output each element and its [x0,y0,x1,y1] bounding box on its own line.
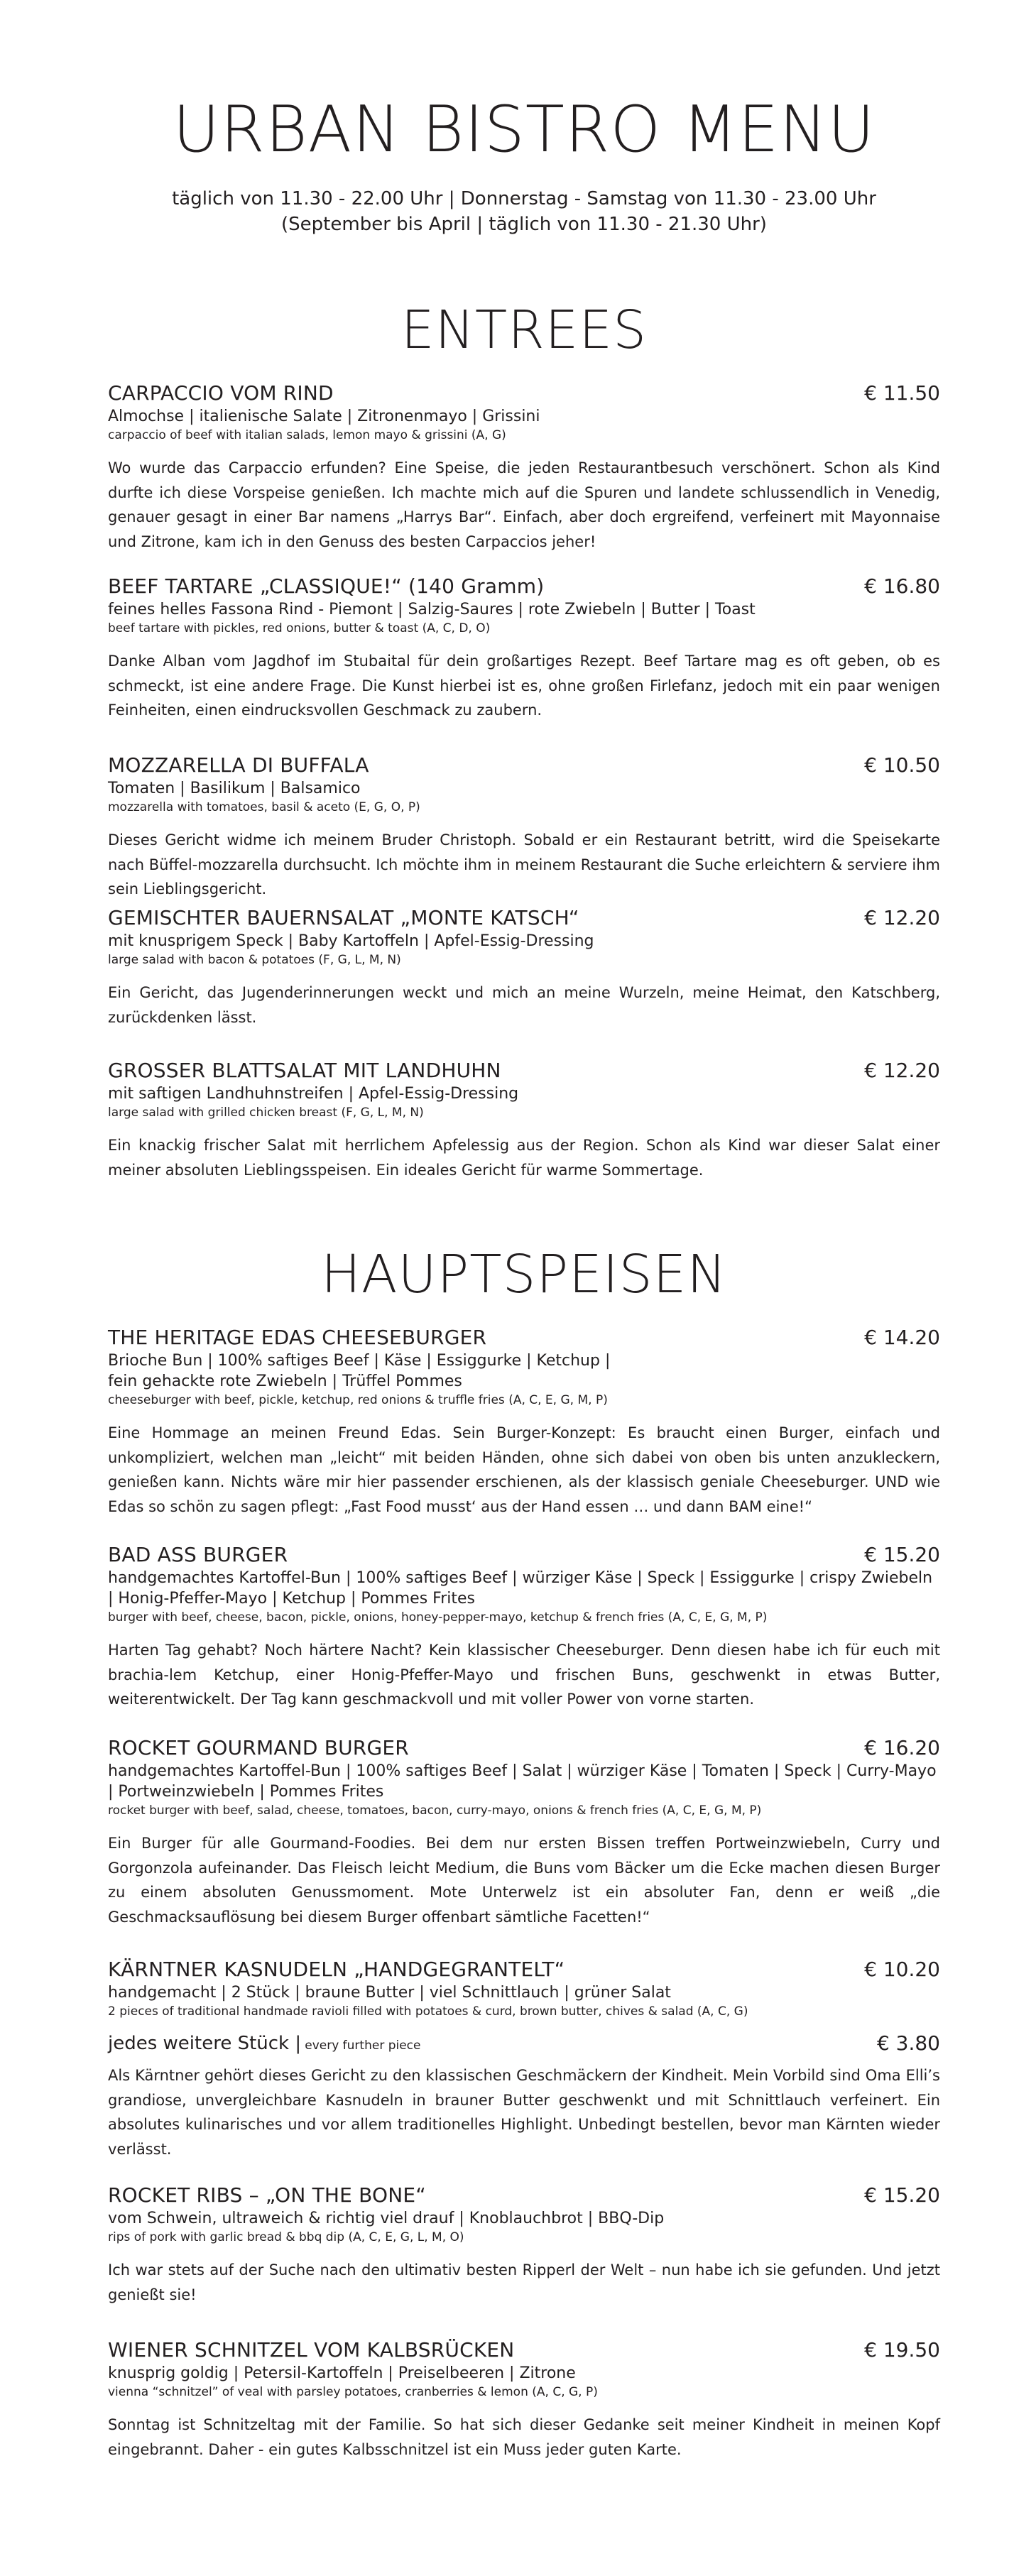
dish-description-en: mozzarella with tomatoes, basil & aceto (E, G, O, P) [108,800,420,814]
dish-description-de: mit saftigen Landhuhnstreifen | Apfel-Essig-Dressing [108,1085,519,1103]
dish-name: KÄRNTNER KASNUDELN „HANDGEGRANTELT“ [108,1958,565,1981]
dish-price: € 16.80 [864,574,940,598]
dish-name: ROCKET RIBS – „ON THE BONE“ [108,2183,427,2207]
dish-description-de: handgemachtes Kartoffel-Bun | 100% saftiges Beef | würziger Käse | Speck | Essiggurke | crispy Zwiebeln | Honig-Pfeffer-Mayo | Ketchup | Pommes Frites [108,1569,933,1608]
dish-description-de: vom Schwein, ultraweich & richtig viel drauf | Knoblauchbrot | BBQ-Dip [108,2210,665,2227]
dish-description-en: vienna “schnitzel” of veal with parsley potatoes, cranberries & lemon (A, C, G, P) [108,2385,598,2399]
dish-story: Ein Burger für alle Gourmand-Foodies. Bei dem nur ersten Bissen treffen Portweinzwiebeln, Curry und Gorgonzola aufeinander. Das Fleisch leicht Medium, die Buns vom Bäcker um die Ecke machen diesen Burger zu einem absoluten Genussmoment. Mote Unterwelz ist ein absoluter Fan, denn er weiß „die Geschmacksauflösung bei diesem Burger offenbart sämtliche Facetten!“ [108,1835,940,1926]
menu-item [108,1542,940,1712]
dish-price: € 14.20 [864,1326,940,1349]
dish-description-de: knusprig goldig | Petersil-Kartoffeln | Preiselbeeren | Zitrone [108,2364,576,2382]
dish-description-de: mit knusprigem Speck | Baby Kartoffeln | Apfel-Essig-Dressing [108,932,594,950]
section-title-entrees: ENTREES [400,300,648,361]
menu-item [108,2337,940,2462]
menu-item [108,2183,940,2307]
dish-story: Ein knackig frischer Salat mit herrlichem Apfelessig aus der Region. Schon als Kind war dieser Salat einer meiner absoluten Lieblingsspeisen. Ein ideales Gericht für warme Sommertage. [108,1137,940,1179]
dish-name: THE HERITAGE EDAS CHEESEBURGER [108,1326,487,1349]
dish-description-de: handgemacht | 2 Stück | braune Butter | viel Schnittlauch | grüner Salat [108,1984,671,2002]
dish-description-de: handgemachtes Kartoffel-Bun | 100% saftiges Beef | Salat | würziger Käse | Tomaten | Speck | Curry-Mayo | Portweinzwiebeln | Pommes Frites [108,1762,937,1801]
dish-price: € 16.20 [864,1736,940,1759]
dish-story: Als Kärntner gehört dieses Gericht zu den klassischen Geschmäckern der Kindheit. Mein Vorbild sind Oma Elli’s grandiose, unvergleichbare Kasnudeln in brauner Butter geschwenkt und mit Schnittlauch verfeinert. Ein absolutes kulinarisches und vor allem traditionelles Highlight. Unbedingt bestellen, bevor man Kärnten wieder verlässt. [108,2067,940,2158]
menu-item [108,1058,940,1182]
dish-description-de: Almochse | italienische Salate | Zitronenmayo | Grissini [108,408,540,425]
menu-title: URBAN BISTRO MENU [173,92,876,167]
dish-story: Sonntag ist Schnitzeltag mit der Familie. So hat sich dieser Gedanke seit meiner Kindheit in meinen Kopf eingebrannt. Daher - ein gutes Kalbsschnitzel ist ein Muss jeder guten Karte. [108,2416,940,2458]
dish-story: Ein Gericht, das Jugenderinnerungen weckt und mich an meine Wurzeln, meine Heimat, den Katschberg, zurückdenken lässt. [108,984,940,1026]
dish-price: € 12.20 [864,1059,940,1082]
dish-name: CARPACCIO VOM RIND [108,381,334,405]
dish-description-en: burger with beef, cheese, bacon, pickle, onions, honey-pepper-mayo, ketchup & french fries (A, C, E, G, M, P) [108,1610,768,1625]
dish-story: Wo wurde das Carpaccio erfunden? Eine Speise, die jeden Restaurantbesuch verschönert. Schon als Kind durfte ich diese Vorspeise genießen. Ich machte mich auf die Spuren und landete schlussendlich in Venedig, genauer gesagt in einer Bar namens „Harrys Bar“. Einfach, aber doch ergreifend, verfeinert mit Mayonnaise und Zitrone, kam ich in den Genuss des besten Carpaccios jeher! [108,459,940,550]
dish-story: Harten Tag gehabt? Noch härtere Nacht? Kein klassischer Cheeseburger. Denn diesen habe ich für euch mit brachia-lem Ketchup, einer Honig-Pfeffer-Mayo und frischen Buns, geschwenkt in etwas Butter, weiterentwickelt. Der Tag kann geschmackvoll und mit voller Power von vorne starten. [108,1642,940,1708]
dish-description-en: large salad with bacon & potatoes (F, G, L, M, N) [108,953,401,967]
extra-piece-label-en: every further piece [305,2039,421,2053]
menu-item [108,905,940,1030]
dish-name: GROSSER BLATTSALAT MIT LANDHUHN [108,1059,501,1082]
dish-name: GEMISCHTER BAUERNSALAT „MONTE KATSCH“ [108,906,579,929]
dish-story: Eine Hommage an meinen Freund Edas. Sein Burger-Konzept: Es braucht einen Burger, einfach und unkompliziert, welchen man „leicht“ mit beiden Händen, ohne sich dabei von oben bis unten anzukleckern, genießen kann. Nichts wäre mir hier passender erschienen, als der klassisch geniale Cheeseburger. UND wie Edas so schön zu sagen pflegt: „Fast Food musst‘ aus der Hand essen … und dann BAM eine!“ [108,1424,940,1515]
menu-item [108,1325,940,1519]
dish-price: € 15.20 [864,2183,940,2207]
dish-description-en: rips of pork with garlic bread & bbq dip (A, C, E, G, L, M, O) [108,2230,464,2244]
dish-name: BAD ASS BURGER [108,1543,288,1566]
dish-price: € 19.50 [864,2338,940,2362]
dish-story: Dieses Gericht widme ich meinem Bruder Christoph. Sobald er ein Restaurant betritt, wird die Speisekarte nach Büffel-mozzarella durchsucht. Ich möchte ihm in meinem Restaurant die Suche erleichtern & serviere ihm sein Lieblingsgericht. [108,831,940,897]
extra-piece-row [108,2028,940,2059]
dish-description-de: feines helles Fassona Rind - Piemont | Salzig-Saures | rote Zwiebeln | Butter | Toast [108,601,756,618]
dish-name: MOZZARELLA DI BUFFALA [108,753,369,777]
dish-description-en: rocket burger with beef, salad, cheese, tomatoes, bacon, curry-mayo, onions & french fries (A, C, E, G, M, P) [108,1803,762,1818]
dish-price: € 10.20 [864,1958,940,1981]
dish-price: € 15.20 [864,1543,940,1566]
dish-name: ROCKET GOURMAND BURGER [108,1736,409,1759]
dish-price: € 12.20 [864,906,940,929]
section-title-hauptspeisen: HAUPTSPEISEN [321,1244,727,1305]
dish-price: € 10.50 [864,753,940,777]
dish-story: Ich war stets auf der Suche nach den ultimativ besten Ripperl der Welt – nun habe ich sie gefunden. Und jetzt genießt sie! [108,2261,940,2303]
opening-hours-winter: (September bis April | täglich von 11.30 - 21.30 Uhr) [281,214,767,235]
dish-description-en: carpaccio of beef with italian salads, lemon mayo & grissini (A, G) [108,428,506,442]
menu-item [108,753,940,902]
dish-description-de: Tomaten | Basilikum | Balsamico [108,780,361,797]
extra-piece-label: jedes weitere Stück | [108,2033,302,2054]
extra-piece-price: € 3.80 [876,2031,940,2055]
dish-description-en: beef tartare with pickles, red onions, butter & toast (A, C, D, O) [108,621,491,635]
dish-name: BEEF TARTARE „CLASSIQUE!“ (140 Gramm) [108,574,545,598]
dish-story: Danke Alban vom Jagdhof im Stubaital für dein großartiges Rezept. Beef Tartare mag es oft geben, ob es schmeckt, ist eine andere Frage. Die Kunst hierbei ist es, ohne großen Firlefanz, jedoch mit ein paar wenigen Feinheiten, einen eindrucksvollen Geschmack zu zaubern. [108,653,940,719]
menu-item [108,381,940,554]
dish-name: WIENER SCHNITZEL VOM KALBSRÜCKEN [108,2338,515,2362]
dish-description-en: large salad with grilled chicken breast (F, G, L, M, N) [108,1106,424,1120]
dish-description-en: 2 pieces of traditional handmade ravioli filled with potatoes & curd, brown butter, chives & salad (A, C, G) [108,2004,748,2019]
dish-price: € 11.50 [864,381,940,405]
menu-item [108,1735,940,1929]
dish-description-de: Brioche Bun | 100% saftiges Beef | Käse | Essiggurke | Ketchup | fein gehackte rote Zwiebeln | Trüffel Pommes [108,1352,611,1390]
dish-description-en: cheeseburger with beef, pickle, ketchup, red onions & truffle fries (A, C, E, G, M, P) [108,1393,608,1407]
opening-hours: täglich von 11.30 - 22.00 Uhr | Donnerstag - Samstag von 11.30 - 23.00 Uhr [172,188,876,209]
menu-item [108,574,940,723]
menu-item [108,1957,940,2161]
